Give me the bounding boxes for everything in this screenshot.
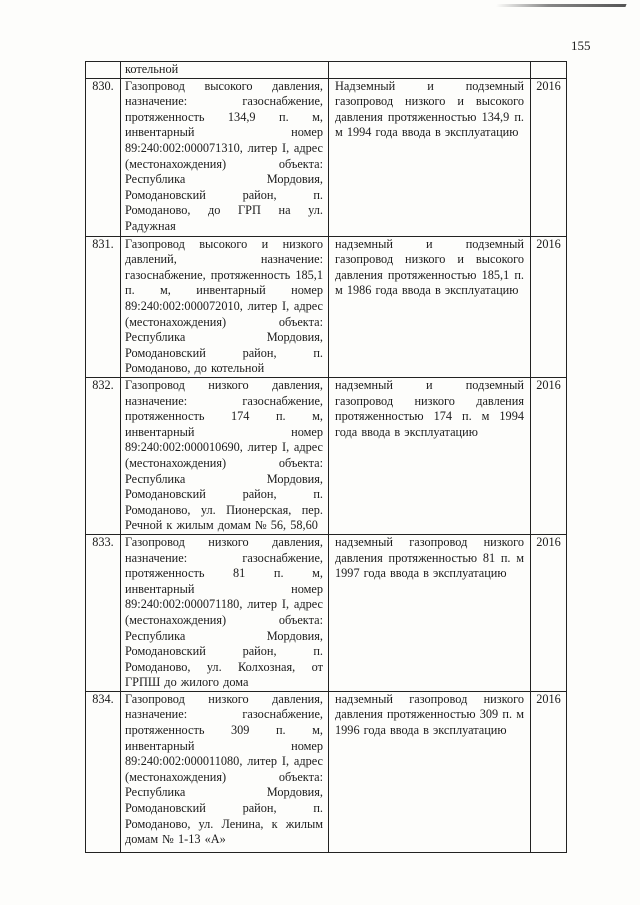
page-number: 155 xyxy=(571,38,591,53)
row-number: 834. xyxy=(86,691,121,852)
object-name: Газопровод высокого и низкого давлений, назначение: газоснабжение, протяженность 185,1 п. м, инвентарный номер 89:240:002:000072010, литер I, адрес (местонахождения) объекта: Республика Мордовия, Ромодановский район, п. Ромоданово, до котельной xyxy=(121,236,329,377)
num-cell xyxy=(86,62,121,79)
object-name: Газопровод низкого давления, назначение: газоснабжение, протяженность 81 п. м, инвентарный номер 89:240:002:000071180, литер I, адрес (местонахождения) объекта: Республика Мордовия, Ромодановский район, п. Ромоданово, ул. Колхозная, от ГРПШ до жилого дома xyxy=(121,534,329,691)
table-row xyxy=(86,236,567,377)
description-cell xyxy=(329,62,531,79)
table-row xyxy=(86,534,567,691)
table-row xyxy=(86,377,567,534)
object-name: Газопровод низкого давления, назначение: газоснабжение, протяженность 309 п. м, инвентарный номер 89:240:002:000011080, литер I, адрес (местонахождения) объекта: Республика Мордовия, Ромодановский район, п. Ромоданово, ул. Ленина, к жилым домам № 1-13 «А» xyxy=(121,691,329,852)
name-cell: котельной xyxy=(121,62,329,79)
scan-artifact xyxy=(495,4,626,7)
year: 2016 xyxy=(531,78,567,236)
object-description: надземный и подземный газопровод низкого давления протяженностью 174 п. м 1994 года ввода в эксплуатацию xyxy=(329,377,531,534)
row-number: 833. xyxy=(86,534,121,691)
year: 2016 xyxy=(531,534,567,691)
table-row xyxy=(86,78,567,236)
object-description: Надземный и подземный газопровод низкого и высокого давления протяженностью 134,9 п. м 1994 года ввода в эксплуатацию xyxy=(329,78,531,236)
object-name: Газопровод высокого давления, назначение: газоснабжение, протяженность 134,9 п. м, инвентарный номер 89:240:002:000071310, литер I, адрес (местонахождения) объекта: Республика Мордовия, Ромодановский район, п. Ромоданово, до ГРП на ул. Радужная xyxy=(121,78,329,236)
year-cell xyxy=(531,62,567,79)
row-number: 830. xyxy=(86,78,121,236)
row-number: 832. xyxy=(86,377,121,534)
object-description: надземный газопровод низкого давления протяженностью 309 п. м 1996 года ввода в эксплуатацию xyxy=(329,691,531,852)
registry-table xyxy=(85,61,567,853)
year: 2016 xyxy=(531,236,567,377)
year: 2016 xyxy=(531,691,567,852)
object-description: надземный и подземный газопровод низкого и высокого давления протяженностью 185,1 п. м 1986 года ввода в эксплуатацию xyxy=(329,236,531,377)
object-name: Газопровод низкого давления, назначение: газоснабжение, протяженность 174 п. м, инвентарный номер 89:240:002:000010690, литер I, адрес (местонахождения) объекта: Республика Мордовия, Ромодановский район, п. Ромоданово, ул. Пионерская, пер. Речной к жилым домам № 56, 58,60 xyxy=(121,377,329,534)
row-number: 831. xyxy=(86,236,121,377)
continued-row xyxy=(86,62,567,79)
table-row xyxy=(86,691,567,852)
year: 2016 xyxy=(531,377,567,534)
object-description: надземный газопровод низкого давления протяженностью 81 п. м 1997 года ввода в эксплуатацию xyxy=(329,534,531,691)
